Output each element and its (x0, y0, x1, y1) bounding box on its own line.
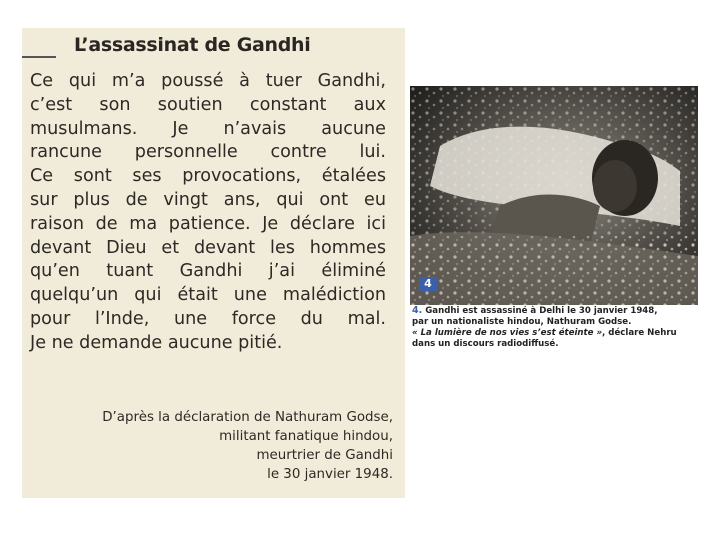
quote-line: quelqu’un qui était une malédiction (30, 285, 386, 306)
header-rule (22, 56, 56, 58)
quote-text (30, 70, 386, 356)
attribution-line: militant fanatique hindou, (219, 429, 393, 444)
quote-line: rancune personnelle contre lui. (30, 142, 386, 163)
figure-caption (412, 305, 712, 350)
quote-line: devant Dieu et devant les hommes (30, 237, 386, 258)
quote-line: raison de ma patience. Je déclare ici (30, 213, 386, 234)
caption-line: dans un discours radiodiffusé. (412, 339, 559, 349)
gandhi-funeral-photo (410, 86, 698, 305)
attribution-line: D’après la déclaration de Nathuram Godse, (102, 410, 393, 425)
quote-line: c’est son soutien constant aux (30, 94, 386, 115)
quote-attribution (36, 408, 393, 484)
figure-number-badge: 4 (419, 277, 437, 291)
quote-line: pour l’Inde, une force du mal. (30, 308, 386, 329)
caption-line: Gandhi est assassiné à Delhi le 30 janvier 1948, (425, 306, 658, 316)
caption-number: 4. (412, 305, 423, 316)
page-title: L’assassinat de Gandhi (74, 34, 311, 56)
quote-line: qu’en tuant Gandhi j’ai éliminé (30, 261, 386, 282)
quote-line: Je ne demande aucune pitié. (30, 332, 283, 353)
quote-line: sur plus de vingt ans, qui ont eu (30, 189, 386, 210)
caption-line: par un nationaliste hindou, Nathuram Godse. (412, 317, 632, 327)
photo-image (410, 86, 698, 305)
quote-line: musulmans. Je n’avais aucune (30, 118, 386, 139)
attribution-line: le 30 janvier 1948. (267, 467, 393, 482)
caption-line: , déclare Nehru (602, 328, 677, 338)
attribution-line: meurtrier de Gandhi (256, 448, 393, 463)
caption-quote: « La lumière de nos vies s’est éteinte » (412, 328, 603, 338)
quote-line: Ce qui m’a poussé à tuer Gandhi, (30, 71, 386, 91)
quote-line: Ce sont ses provocations, étalées (30, 166, 386, 187)
